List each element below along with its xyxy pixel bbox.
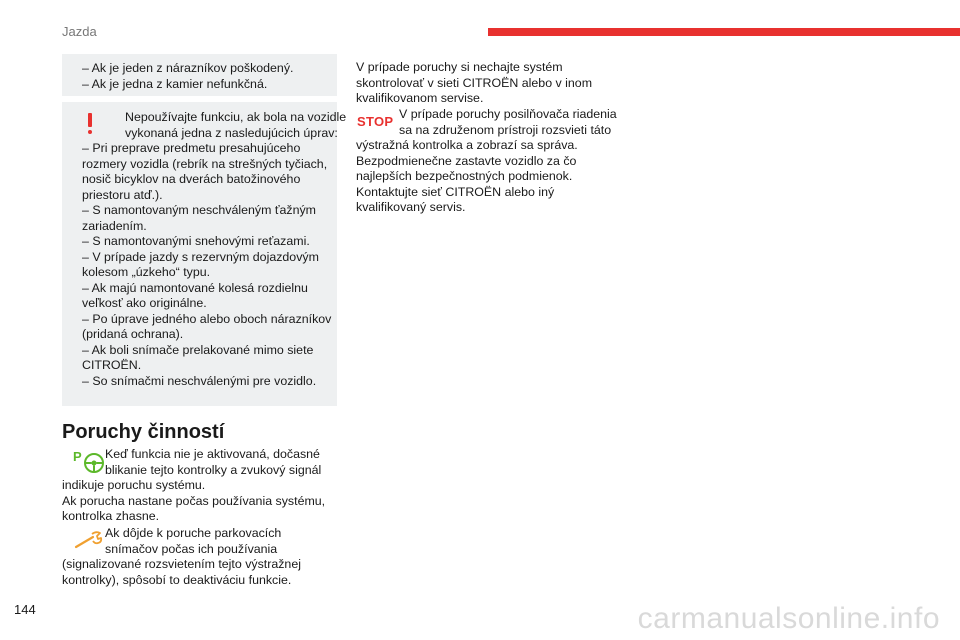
stop-line: výstražná kontrolka a zobrazí sa správa. [356, 138, 578, 152]
stop-icon: STOP [357, 114, 394, 129]
warning-line: nosič bicyklov na dverách batožinového [82, 172, 301, 186]
warning-line: – S namontovaným neschváleným ťažným [82, 203, 316, 217]
park-line: Keď funkcia nie je aktivovaná, dočasné [105, 447, 320, 461]
park-line: kontrolka zhasne. [62, 509, 160, 523]
stop-line: sa na združenom prístroji rozsvieti táto [399, 122, 612, 137]
watermark: carmanualsonline.info [637, 602, 940, 635]
warning-line: rozmery vozidla (rebrík na strešných tyčiach, [82, 156, 328, 171]
warning-line: – Ak majú namontované kolesá rozdielnu [82, 280, 308, 295]
service-line: V prípade poruchy si nechajte systém [356, 60, 563, 74]
header-title: Jazda [62, 24, 97, 39]
warning-line: – S namontovanými snehovými reťazami. [82, 234, 310, 248]
warning-line: – V prípade jazdy s rezervným dojazdovým [82, 249, 319, 264]
stop-line: kvalifikovaný servis. [356, 200, 466, 214]
warning-line: – Pri preprave predmetu presahujúceho [82, 141, 301, 155]
park-line: indikuje poruchu systému. [62, 478, 206, 492]
exclamation-icon [85, 113, 95, 135]
section-title: Poruchy činností [62, 421, 225, 443]
warning-line: – So snímačmi neschválenými pre vozidlo. [82, 373, 317, 388]
warning-line: priestoru atď.). [82, 187, 163, 202]
park-line: blikanie tejto kontrolky a zvukový signál [105, 462, 322, 477]
park-paragraph [62, 447, 342, 525]
stop-paragraph [356, 107, 616, 216]
wrench-line: (signalizované rozsvietením tejto výstražnej [62, 557, 301, 571]
park-line: Ak porucha nastane počas používania systému, [62, 493, 326, 508]
svg-text:P: P [73, 449, 82, 464]
warning-line: kolesom „úzkeho“ typu. [82, 265, 211, 279]
page-number: 144 [14, 602, 36, 617]
warning-line: vykonaná jedna z nasledujúcich úprav: [125, 125, 338, 140]
wrench-paragraph [62, 526, 342, 588]
info-line: – Ak je jeden z nárazníkov poškodený. [82, 61, 294, 75]
wrench-line: kontrolky), spôsobí to deaktiváciu funkcie. [62, 572, 292, 587]
warning-line: – Ak boli snímače prelakované mimo siete [82, 342, 314, 357]
stop-line: najlepších bezpečnostných podmienok. [356, 169, 573, 183]
wrench-line: snímačov počas ich používania [105, 541, 278, 556]
wrench-line: Ak dôjde k poruche parkovacích [105, 526, 282, 540]
warning-line: zariadením. [82, 218, 147, 233]
info-line: – Ak je jedna z kamier nefunkčná. [82, 76, 268, 91]
service-line: kvalifikovanom servise. [356, 91, 484, 105]
info-box [62, 54, 337, 96]
stop-line: V prípade poruchy posilňovača riadenia [399, 107, 617, 121]
header-accent-bar [488, 28, 960, 36]
service-paragraph [356, 60, 616, 107]
warning-line: – Po úprave jedného alebo oboch nárazníkov [82, 311, 332, 326]
stop-line: Kontaktujte sieť CITROËN alebo iný [356, 184, 555, 199]
warning-line: veľkosť ako originálne. [82, 296, 207, 310]
warning-line: (pridaná ochrana). [82, 327, 184, 341]
warning-box [62, 102, 347, 406]
stop-line: Bezpodmienečne zastavte vozidlo za čo [356, 153, 577, 168]
warning-line: Nepoužívajte funkciu, ak bola na vozidle [125, 110, 347, 124]
warning-line: CITROËN. [82, 358, 142, 372]
service-line: skontrolovať v sieti CITROËN alebo v inom [356, 75, 593, 90]
